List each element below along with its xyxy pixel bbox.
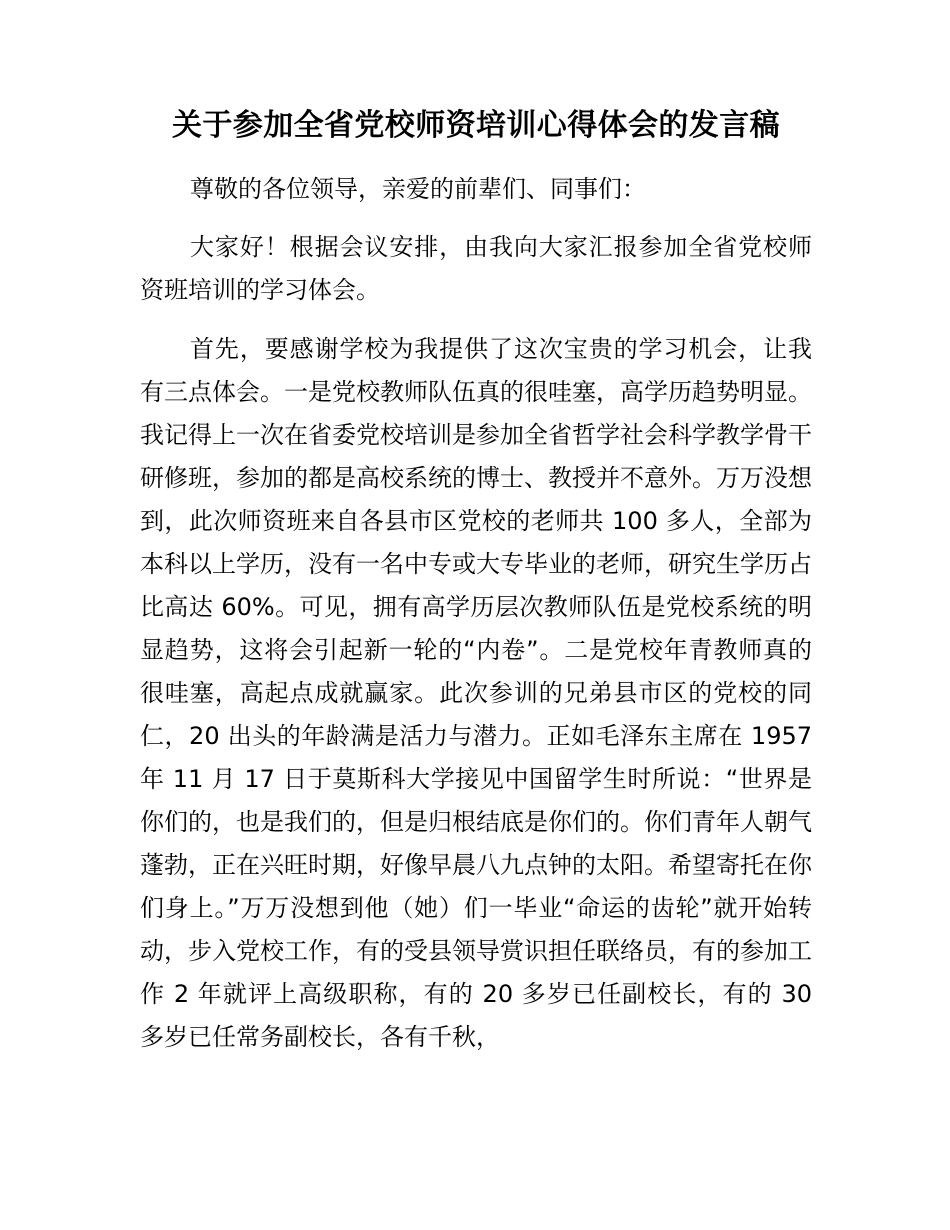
document-content-area [140, 0, 812, 1059]
document-title: 关于参加全省党校师资培训心得体会的发言稿 [172, 108, 780, 143]
paragraph-greeting: 尊敬的各位领导，亲爱的前辈们、同事们： [190, 175, 646, 203]
paragraph-opening: 大家好！根据会议安排，由我向大家汇报参加全省党校师资班培训的学习体会。 [140, 233, 812, 304]
paragraph-main-body: 首先，要感谢学校为我提供了这次宝贵的学习机会，让我有三点体会。一是党校教师队伍真的很哇塞，高学历趋势明显。我记得上一次在省委党校培训是参加全省哲学社会科学教学骨干研修班，参加的都是高校系统的博士、教授并不意外。万万没想到，此次师资班来自各县市区党校的老师共 100 多人，全部为本科以上学历，没有一名中专或大专毕业的老师，研究生学历占比高达 60%。可见，拥有高学历层次教师队伍是党校系统的明显趋势，这将会引起新一轮的“内卷”。二是党校年青教师真的很哇塞，高起点成就赢家。此次参训的兄弟县市区的党校的同仁，20 出头的年龄满是活力与潜力。正如毛泽东主席在 1957 年 11 月 17 日于莫斯科大学接见中国留学生时所说：“世界是你们的，也是我们的，但是归根结底是你们的。你们青年人朝气蓬勃，正在兴旺时期，好像早晨八九点钟的太阳。希望寄托在你们身上。”万万没想到他（她）们一毕业“命运的齿轮”就开始转动，步入党校工作，有的受县领导赏识担任联络员，有的参加工作 2 年就评上高级职称，有的 20 多岁已任副校长，有的 30 多岁已任常务副校长，各有千秋， [140, 335, 812, 1051]
